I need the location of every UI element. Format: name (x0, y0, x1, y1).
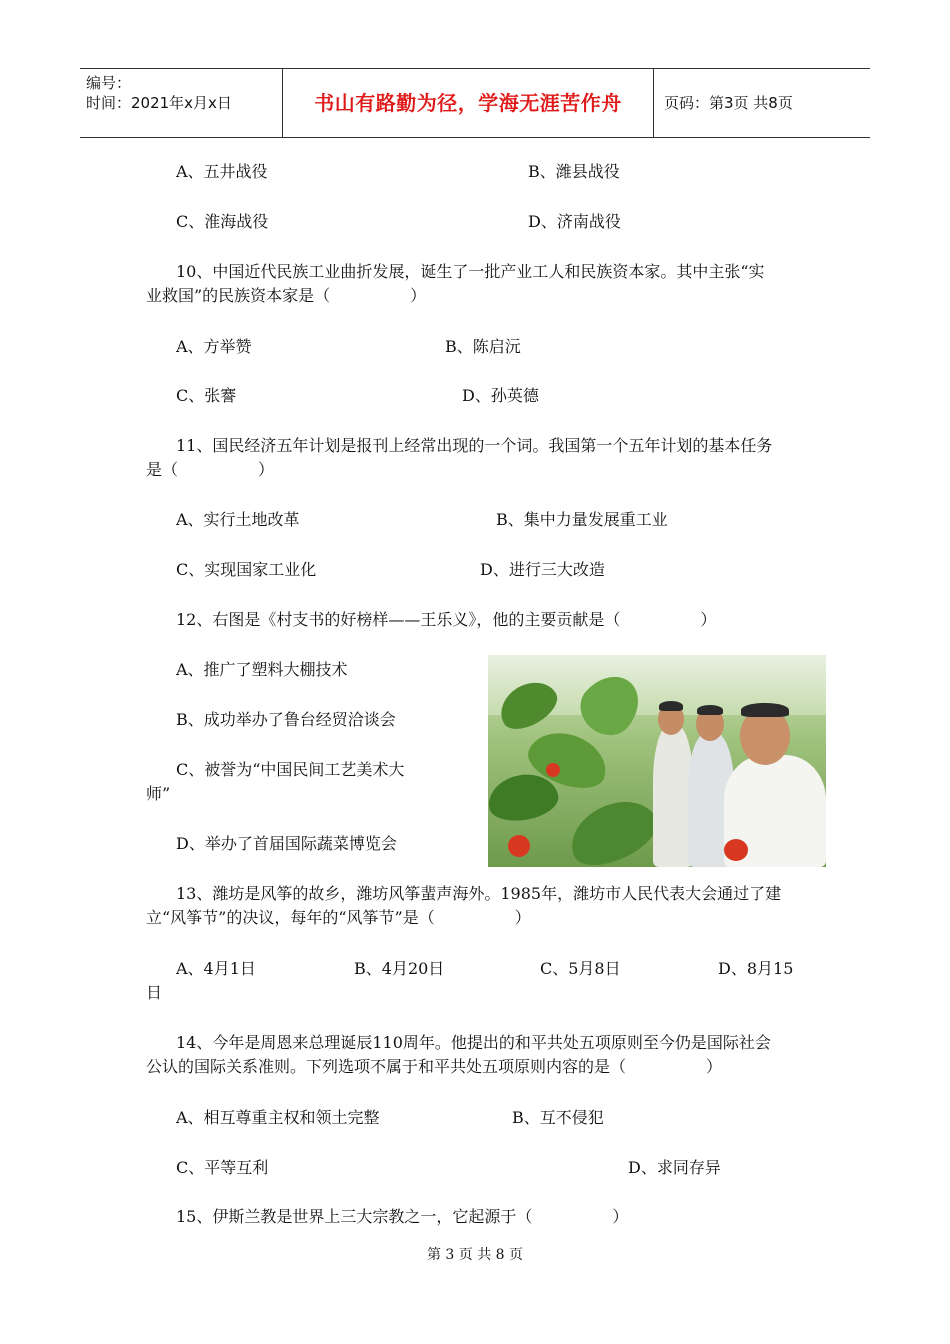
q13-stem-line2: 立“风筝节”的决议，每年的“风筝节”是（ ） (146, 908, 531, 927)
q14-stem-line2: 公认的国际关系准则。下列选项不属于和平共处五项原则内容的是（ ） (146, 1057, 723, 1076)
q10-option-b: B、陈启沅 (445, 337, 521, 356)
header-meta (80, 69, 282, 137)
q13-option-c: C、5月8日 (540, 959, 621, 978)
date-label: 时间：2021年x月x日 (86, 94, 232, 112)
q14-option-b: B、互不侵犯 (512, 1108, 604, 1127)
q9-option-a: A、五井战役 (176, 162, 268, 181)
q9-option-c: C、淮海战役 (176, 212, 269, 231)
photo-person-hair (659, 701, 683, 711)
q11-stem-line2: 是（ ） (146, 460, 275, 479)
greenhouse-photo (488, 655, 826, 867)
photo-leaf (561, 789, 666, 867)
q13-option-b: B、4月20日 (354, 959, 445, 978)
q12-option-b: B、成功举办了鲁台经贸洽谈会 (176, 710, 396, 729)
q13-stem-line1: 13、潍坊是风筝的故乡，潍坊风筝蜚声海外。1985年，潍坊市人民代表大会通过了建 (176, 884, 782, 903)
photo-held-tomato (724, 839, 748, 861)
q11-option-a: A、实行土地改革 (176, 510, 300, 529)
q13-option-d-cont: 日 (146, 983, 163, 1002)
q14-stem-line1: 14、今年是周恩来总理诞辰110周年。他提出的和平共处五项原则至今仍是国际社会 (176, 1033, 771, 1052)
q11-option-c: C、实现国家工业化 (176, 560, 317, 579)
q14-option-a: A、相互尊重主权和领土完整 (176, 1108, 380, 1127)
q9-option-b: B、潍县战役 (528, 162, 620, 181)
page-header (80, 68, 870, 138)
q10-option-c: C、张謇 (176, 386, 237, 405)
q10-option-a: A、方举赞 (176, 337, 252, 356)
q14-option-d: D、求同存异 (628, 1158, 721, 1177)
page-footer: 第 3 页 共 8 页 (426, 1247, 524, 1263)
q11-stem-line1: 11、国民经济五年计划是报刊上经常出现的一个词。我国第一个五年计划的基本任务 (176, 436, 773, 455)
q12-option-c-line2: 师” (146, 784, 171, 803)
q12-stem: 12、右图是《村支书的好榜样——王乐义》，他的主要贡献是（ ） (176, 610, 717, 629)
q12-option-c-line1: C、被誉为“中国民间工艺美术大 (176, 760, 405, 779)
q12-option-a: A、推广了塑料大棚技术 (176, 660, 348, 679)
q10-stem-line1: 10、中国近代民族工业曲折发展，诞生了一批产业工人和民族资本家。其中主张“实 (176, 262, 765, 281)
q14-option-c: C、平等互利 (176, 1158, 269, 1177)
q11-option-d: D、进行三大改造 (480, 560, 605, 579)
photo-main-person-hair (741, 703, 789, 717)
photo-person-hair (697, 705, 723, 715)
photo-tomato (508, 835, 530, 857)
photo-person (653, 725, 693, 867)
header-motto: 书山有路勤为径，学海无涯苦作舟 (282, 69, 654, 137)
q11-option-b: B、集中力量发展重工业 (496, 510, 668, 529)
q10-stem-line2: 业救国”的民族资本家是（ ） (146, 286, 427, 305)
q12-option-d: D、举办了首届国际蔬菜博览会 (176, 834, 397, 853)
q13-option-a: A、4月1日 (176, 959, 256, 978)
q10-option-d: D、孙英德 (462, 386, 539, 405)
q15-stem: 15、伊斯兰教是世界上三大宗教之一，它起源于（ ） (176, 1207, 629, 1226)
number-label: 编号： (86, 74, 132, 92)
header-page-label: 页码：第3页 共8页 (664, 94, 793, 112)
q9-option-d: D、济南战役 (528, 212, 621, 231)
photo-tomato (546, 763, 560, 777)
q13-option-d: D、8月15 (718, 959, 794, 978)
